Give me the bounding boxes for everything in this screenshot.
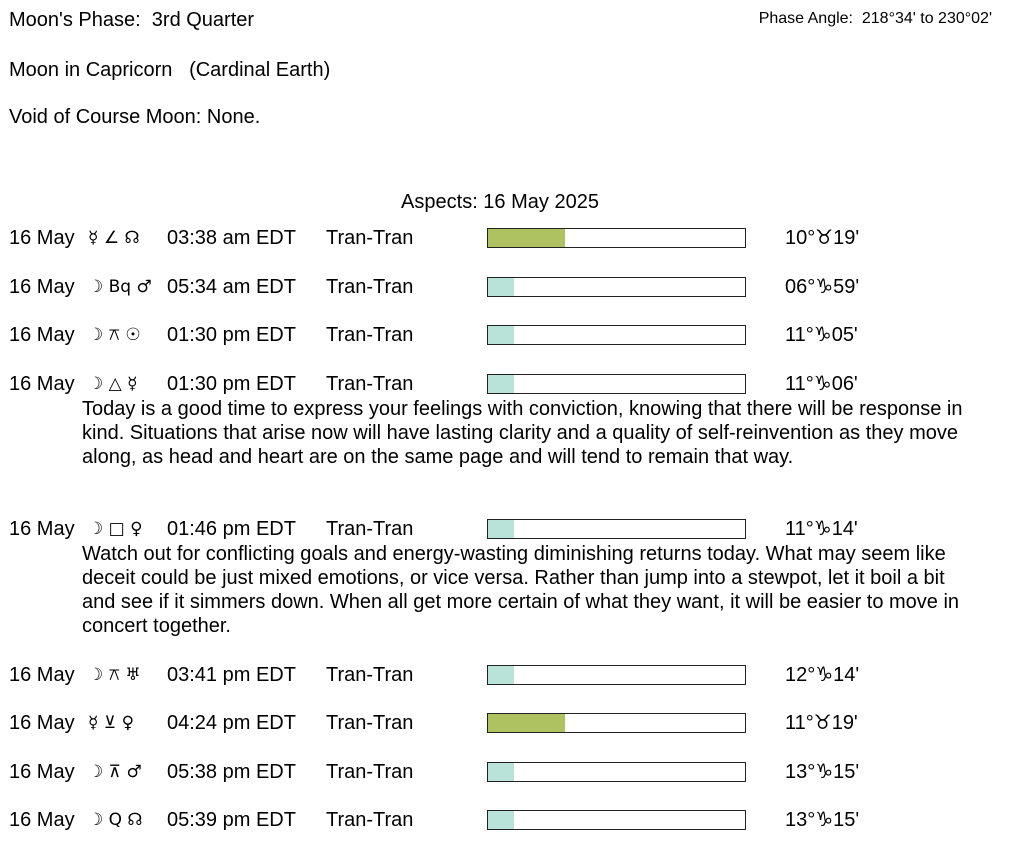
aspect-type: Tran-Tran bbox=[326, 664, 414, 686]
phase-angle: Phase Angle: 218°34' to 230°02' bbox=[758, 10, 992, 27]
aspect-position: 13°♑15' bbox=[785, 809, 860, 831]
strength-bar-fill bbox=[488, 520, 514, 538]
aspect-position: 10°♉19' bbox=[785, 227, 860, 249]
aspect-position: 12°♑14' bbox=[785, 664, 860, 686]
aspect-date: 16 May bbox=[9, 809, 75, 831]
aspect-row bbox=[0, 663, 1012, 687]
strength-bar-fill bbox=[488, 278, 514, 296]
aspect-position: 06°♑59' bbox=[785, 276, 860, 298]
aspect-time: 04:24 pm EDT bbox=[167, 712, 296, 734]
aspect-type: Tran-Tran bbox=[326, 761, 414, 783]
strength-bar-fill bbox=[488, 326, 514, 344]
aspect-date: 16 May bbox=[9, 712, 75, 734]
aspect-interpretation: Today is a good time to express your feelings with conviction, knowing that there will be response in kind. Situations that arise now will have lasting clarity and a quality of self-reinvention as they move along, as head and heart are on the same page and will tend to remain that way. bbox=[82, 398, 963, 468]
strength-bar-fill bbox=[488, 763, 514, 781]
strength-bar bbox=[487, 762, 746, 782]
strength-bar bbox=[487, 277, 746, 297]
aspect-interpretation: Watch out for conflicting goals and energy-wasting diminishing returns today. What may seem like deceit could be just mixed emotions, or vice versa. Rather than jump into a stewpot, let it boil a bit and see if it simmers down. When all get more certain of what they want, it will be easier to move in concert together. bbox=[82, 543, 960, 637]
void-of-course: Void of Course Moon: None. bbox=[9, 106, 261, 128]
aspect-glyphs: ☽ ⊼ ♂ bbox=[88, 762, 142, 782]
strength-bar-fill bbox=[488, 229, 565, 247]
aspect-glyphs: ☽ ⚻ ♅ bbox=[88, 665, 141, 685]
aspect-time: 05:38 pm EDT bbox=[167, 761, 296, 783]
aspect-date: 16 May bbox=[9, 761, 75, 783]
aspect-row bbox=[0, 226, 1012, 250]
strength-bar bbox=[487, 228, 746, 248]
aspect-time: 05:39 pm EDT bbox=[167, 809, 296, 831]
aspect-row bbox=[0, 711, 1012, 735]
aspects-title: Aspects: 16 May 2025 bbox=[401, 191, 599, 213]
aspect-date: 16 May bbox=[9, 227, 75, 249]
aspect-glyphs: ☽ □ ♀ bbox=[88, 519, 143, 539]
aspect-type: Tran-Tran bbox=[326, 518, 414, 540]
aspect-row bbox=[0, 517, 1012, 541]
aspect-type: Tran-Tran bbox=[326, 324, 414, 346]
moon-sign: Moon in Capricorn (Cardinal Earth) bbox=[9, 59, 331, 81]
aspect-glyphs: ☽ △ ☿ bbox=[88, 374, 138, 394]
aspect-time: 01:30 pm EDT bbox=[167, 324, 296, 346]
aspect-type: Tran-Tran bbox=[326, 276, 414, 298]
aspect-position: 11°♑05' bbox=[785, 324, 858, 346]
aspect-position: 11°♉19' bbox=[785, 712, 858, 734]
aspect-glyphs: ☿ ⊻ ♀ bbox=[88, 713, 135, 733]
aspect-type: Tran-Tran bbox=[326, 712, 414, 734]
strength-bar bbox=[487, 810, 746, 830]
strength-bar bbox=[487, 374, 746, 394]
aspect-date: 16 May bbox=[9, 324, 75, 346]
aspect-glyphs: ☿ ∠ ☊ bbox=[88, 228, 140, 248]
aspect-row bbox=[0, 275, 1012, 299]
aspect-row bbox=[0, 808, 1012, 832]
strength-bar bbox=[487, 665, 746, 685]
aspect-date: 16 May bbox=[9, 276, 75, 298]
moon-phase: Moon's Phase: 3rd Quarter bbox=[9, 9, 255, 31]
aspect-date: 16 May bbox=[9, 664, 75, 686]
strength-bar bbox=[487, 519, 746, 539]
aspect-row bbox=[0, 372, 1012, 396]
aspect-date: 16 May bbox=[9, 373, 75, 395]
aspect-time: 01:46 pm EDT bbox=[167, 518, 296, 540]
strength-bar-fill bbox=[488, 811, 514, 829]
strength-bar-fill bbox=[488, 666, 514, 684]
aspect-row bbox=[0, 323, 1012, 347]
aspect-time: 01:30 pm EDT bbox=[167, 373, 296, 395]
strength-bar bbox=[487, 713, 746, 733]
aspect-type: Tran-Tran bbox=[326, 227, 414, 249]
strength-bar-fill bbox=[488, 375, 514, 393]
aspect-position: 11°♑14' bbox=[785, 518, 858, 540]
aspect-glyphs: ☽ Bq ♂ bbox=[88, 277, 152, 297]
aspect-row bbox=[0, 760, 1012, 784]
aspect-time: 05:34 am EDT bbox=[167, 276, 296, 298]
strength-bar-fill bbox=[488, 714, 565, 732]
aspect-type: Tran-Tran bbox=[326, 809, 414, 831]
aspect-position: 11°♑06' bbox=[785, 373, 858, 395]
aspect-glyphs: ☽ ⚻ ☉ bbox=[88, 325, 141, 345]
aspect-type: Tran-Tran bbox=[326, 373, 414, 395]
aspect-time: 03:41 pm EDT bbox=[167, 664, 296, 686]
aspect-date: 16 May bbox=[9, 518, 75, 540]
strength-bar bbox=[487, 325, 746, 345]
aspect-time: 03:38 am EDT bbox=[167, 227, 296, 249]
aspect-position: 13°♑15' bbox=[785, 761, 860, 783]
aspect-glyphs: ☽ Q ☊ bbox=[88, 810, 143, 830]
